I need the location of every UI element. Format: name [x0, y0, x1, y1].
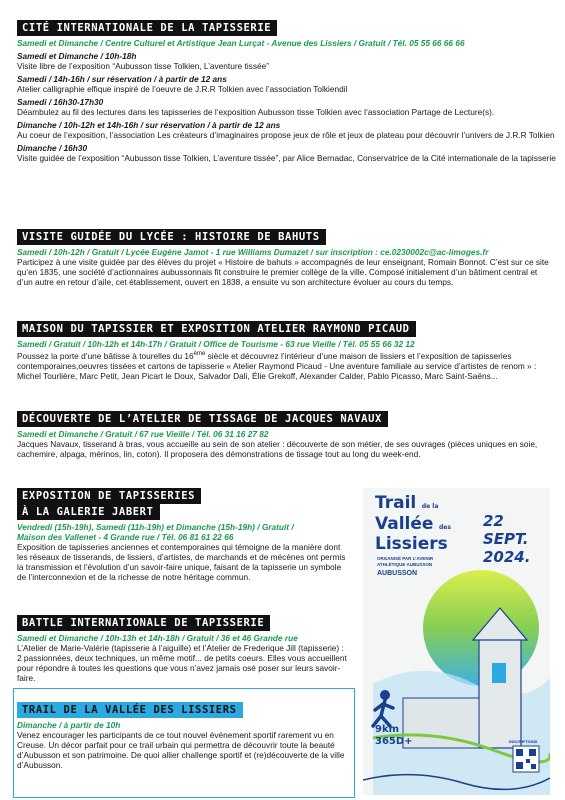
section-maison-tapissier [17, 319, 552, 381]
section-cite-tapisserie [17, 18, 557, 163]
event-description: Visite guidée de l’exposition “Aubusson tisse Tolkien, L’aventure tissée”, par Alice Bernadac, Conservatrice de la Cité internationale de la tapisserie [17, 153, 556, 163]
section-battle-tapisserie [17, 613, 347, 683]
poster-distance: 9km 365D+ [375, 724, 413, 747]
event-meta: Maison des Vallenet - 4 Grande rue / Tél. 06 81 61 22 66 [17, 532, 234, 542]
event-time: Samedi / 16h30-17h30 [17, 97, 104, 107]
section-title: VISITE GUIDÉE DU LYCÉE : HISTOIRE DE BAHUTS [17, 229, 326, 245]
event-description: Exposition de tapisseries anciennes et contemporaines qui témoigne de la manière dont les réseaux de tisserands, de lissiers, d’artistes, de marchands et de mécènes ont permis la transmission et l’évolution d’un savoir-faire unique, faisant de la tapisserie un symbole de l’interconnexion et de la richesse de notre héritage commun. [17, 542, 346, 582]
section-title: MAISON DU TAPISSIER ET EXPOSITION ATELIER RAYMOND PICAUD [17, 321, 416, 337]
section-title: DÉCOUVERTE DE L’ATELIER DE TISSAGE DE JACQUES NAVAUX [17, 411, 388, 427]
event-time: Dimanche / 16h30 [17, 143, 88, 153]
section-galerie-jabert [17, 488, 347, 582]
section-title: À LA GALERIE JABERT [17, 504, 160, 520]
event-meta: Samedi et Dimanche / Gratuit / 67 rue Vieille / Tél. 06 31 16 27 82 [17, 429, 269, 439]
section-title: CITÉ INTERNATIONALE DE LA TAPISSERIE [17, 20, 277, 36]
section-title: TRAIL DE LA VALLÉE DES LISSIERS [17, 702, 243, 718]
poster-date: 22 SEPT. 2024. [483, 512, 531, 566]
section-trail [17, 700, 349, 770]
poster-title: Trail de la Vallée des Lissiers [375, 493, 451, 554]
event-description: Atelier calligraphie elfique inspiré de l’oeuvre de J.R.R Tolkien avec l’association Tolkiendil [17, 84, 348, 94]
poster-organizer: ORGANISÉ PAR L’AVENIR ATHLÉTIQUE AUBUSSON [377, 556, 434, 567]
event-time: Samedi et Dimanche / 10h-18h [17, 51, 137, 61]
event-time: Samedi / 14h-16h / sur réservation / à partir de 12 ans [17, 74, 227, 84]
section-visite-lycee [17, 227, 552, 287]
event-description: Déambulez au fil des lectures dans les tapisseries de l’exposition Aubusson tisse Tolkien avec l’association Partage de Lecture(s). [17, 107, 495, 117]
section-title: BATTLE INTERNATIONALE DE TAPISSERIE [17, 615, 270, 631]
event-description: L’Atelier de Marie-Valérie (tapisserie à l’aiguille) et l’Atelier de Frederique Jill (tapisserie) : 2 passionnées, deux techniques, un même motif... de petits coeurs. Elles vous accueillent pour répondre à toutes les questions que vous n’avez jamais osé poser sur leurs savoir-faire. [17, 643, 347, 683]
event-meta: Vendredi (15h-19h), Samedi (11h-19h) et Dimanche (15h-19h) / Gratuit / [17, 522, 294, 532]
event-description: Jacques Navaux, tisserand à bras, vous accueille au sein de son atelier : découverte de son métier, de ses ouvrages (pièces uniques en soie, cachemire, alpaga, mérinos, lin, coton). Il proposera des démonstrations de tissage tout au long du week-end. [17, 439, 538, 459]
event-meta: Samedi et Dimanche / 10h-13h et 14h-18h / Gratuit / 36 et 46 Grande rue [17, 633, 298, 643]
event-description: Au coeur de l’exposition, l’association Les créateurs d’imaginaires propose jeux de rôle et jeux de plateau pour découvrir l’univers de J.R.R Tolkien [17, 130, 555, 140]
trail-poster [363, 488, 550, 795]
event-meta: Dimanche / à partir de 10h [17, 720, 121, 730]
poster-town: AUBUSSON [377, 570, 418, 577]
event-description: Visite libre de l’exposition “Aubusson tisse Tolkien, L’aventure tissée” [17, 61, 269, 71]
event-meta: Samedi / Gratuit / 10h-12h et 14h-17h / Gratuit / Office de Tourisme - 63 rue Vieille / Tél. 05 55 66 32 12 [17, 339, 415, 349]
qr-label: INSCRIPTIONS [509, 739, 538, 744]
event-time: Dimanche / 10h-12h et 14h-16h / sur réservation / à partir de 12 ans [17, 120, 281, 130]
event-description: Participez à une visite guidée par des élèves du projet « Histoire de bahuts » accompagnés de leur enseignant, Romain Bonnot. C’est sur ce site qu’en 1835, une société d’actionnaires aubussonnais fit construire le premier collège de la ville. Composé initialement d’un bâtiment central et d’un autre en retour d’aile, cet établissement, ouvert en 1838, a ensuite vu son architecture évoluer au cours du temps. [17, 257, 549, 287]
event-meta: Samedi et Dimanche / Centre Culturel et Artistique Jean Lurçat - Avenue des Lissiers / Gratuit / Tél. 05 55 66 66 66 [17, 38, 465, 48]
section-atelier-navaux [17, 409, 547, 459]
event-description: Poussez la porte d’une bâtisse à tourelles du 16ème siècle et découvrez l’intérieur d’une maison de lissiers et l’exposition de tapisseries contemporaines,oeuvres tissées et cartons de tapisserie « Atelier Raymond Picaud - Une aventure familiale au service d’artistes de renom » : Michel Tourlière, Marc Petit, Jean Picart le Doux, Salvador Dali, Élie Grekoff, Alexander Calder, Pablo Picasso, Marc Saint-Saëns... [17, 350, 537, 381]
event-description: Venez encourager les participants de ce tout nouvel événement sportif rarement vu en Creuse. Un décor parfait pour ce trail urbain qui permettra de découvrir toute la beauté d’Aubusson et son patrimoine. De quoi allier challenge sportif et (re)découverte de la ville d’Aubusson. [17, 730, 345, 770]
section-title: EXPOSITION DE TAPISSERIES [17, 488, 201, 504]
event-meta: Samedi / 10h-12h / Gratuit / Lycée Eugène Jamot - 1 rue Williams Dumazet / sur inscription : ce.0230002c@ac-limoges.fr [17, 247, 489, 257]
